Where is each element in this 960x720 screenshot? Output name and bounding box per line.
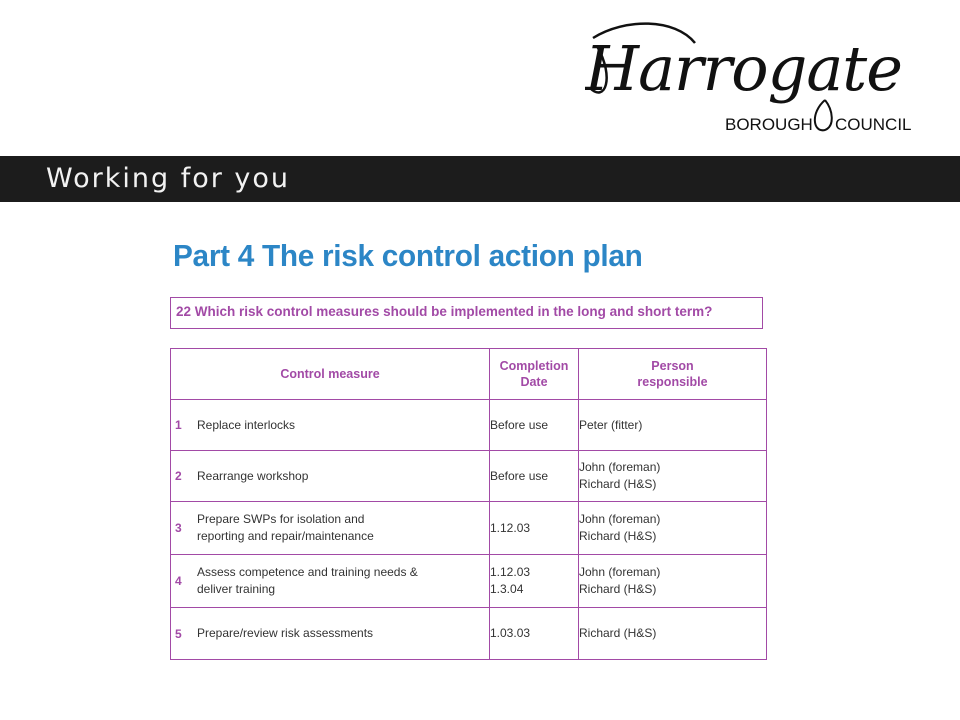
question-box: 22 Which risk control measures should be implemented in the long and short term?: [170, 297, 763, 329]
date-line: Before use: [490, 417, 549, 432]
measure-cell: [171, 400, 490, 451]
date-cell: [490, 608, 579, 660]
action-plan-table: [170, 348, 767, 660]
header-person-responsible: [579, 349, 767, 400]
measure-text: [197, 417, 295, 434]
person-line: John (foreman): [579, 565, 661, 579]
measure-cell: [171, 555, 490, 608]
measure-line: Rearrange workshop: [197, 468, 309, 483]
measure-text: [197, 564, 418, 598]
table-row: [171, 451, 767, 502]
table-header-row: [171, 349, 767, 400]
header-control-measure: Control measure: [171, 349, 490, 400]
measure-cell: [171, 608, 490, 660]
person-line: John (foreman): [579, 460, 661, 474]
person-line: Richard (H&S): [579, 477, 657, 491]
measure-cell: [171, 502, 490, 555]
person-line: Richard (H&S): [579, 529, 657, 543]
row-number: 4: [175, 574, 182, 588]
header-date-line: Completion: [499, 359, 569, 373]
table-row: [171, 555, 767, 608]
measure-line: Prepare SWPs for isolation and: [197, 512, 365, 526]
date-line: 1.03.03: [490, 626, 531, 640]
table-row: [171, 502, 767, 555]
header-person-line: Person: [651, 359, 694, 373]
date-cell: [490, 502, 579, 555]
measure-line: Assess competence and training needs &: [197, 565, 418, 579]
measure-line: reporting and repair/maintenance: [197, 529, 374, 543]
date-line: 1.3.04: [490, 582, 524, 596]
date-cell: [490, 451, 579, 502]
measure-text: [197, 625, 373, 642]
person-line: John (foreman): [579, 512, 661, 526]
person-cell: [579, 502, 767, 555]
measure-line: deliver training: [197, 582, 276, 596]
measure-cell: [171, 451, 490, 502]
date-cell: [490, 555, 579, 608]
date-line: 1.12.03: [490, 520, 531, 535]
measure-text: [197, 511, 374, 545]
measure-line: Prepare/review risk assessments: [197, 626, 374, 640]
table-row: [171, 400, 767, 451]
row-number: 2: [175, 469, 182, 483]
page-title: Part 4 The risk control action plan: [173, 238, 643, 273]
tagline: Working for you: [46, 163, 291, 194]
header-completion-date: [490, 349, 579, 400]
logo-wordmark: Harrogate: [585, 32, 902, 105]
date-cell: [490, 400, 579, 451]
date-line: Before use: [490, 468, 549, 483]
person-line: Richard (H&S): [579, 582, 657, 596]
person-cell: [579, 400, 767, 451]
row-number: 1: [175, 418, 182, 432]
person-cell: [579, 555, 767, 608]
measure-text: [197, 468, 308, 485]
table-row: [171, 608, 767, 660]
person-cell: [579, 451, 767, 502]
measure-line: Replace interlocks: [197, 417, 296, 432]
logo-council: COUNCIL: [835, 115, 912, 134]
header-date-line: Date: [520, 375, 548, 389]
person-cell: [579, 608, 767, 660]
person-line: Richard (H&S): [579, 626, 657, 640]
header-band: [0, 156, 960, 202]
harrogate-logo: [585, 18, 945, 136]
person-line: Peter (fitter): [579, 417, 643, 432]
header-person-line: responsible: [637, 375, 708, 389]
date-line: 1.12.03: [490, 565, 531, 579]
row-number: 3: [175, 521, 182, 535]
logo-borough: BOROUGH: [725, 115, 813, 134]
row-number: 5: [175, 626, 182, 641]
